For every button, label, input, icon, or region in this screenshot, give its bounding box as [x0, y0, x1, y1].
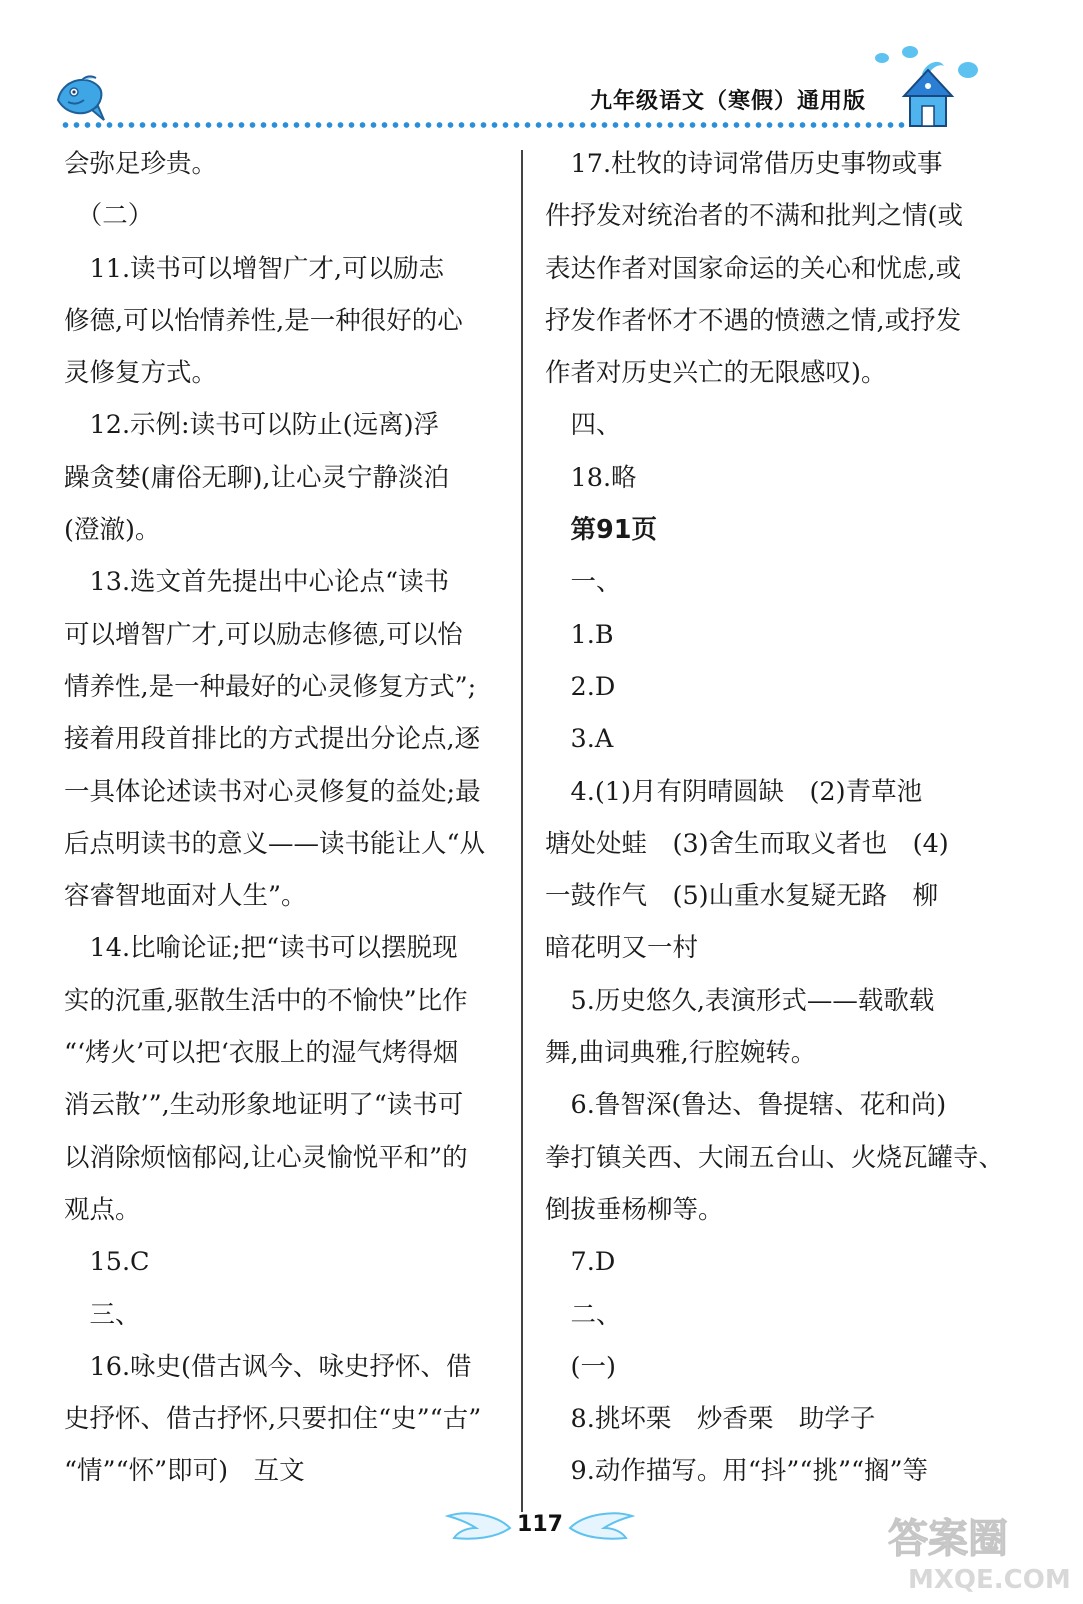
text-line: 作者对历史兴亡的无限感叹)。	[545, 358, 887, 389]
text-line: 灵修复方式。	[64, 358, 218, 389]
text-line: 修德,可以怡情养性,是一种很好的心	[64, 305, 463, 336]
text-line: (澄澈)。	[64, 515, 161, 546]
right-column	[545, 138, 1005, 1498]
text-line: 抒发作者怀才不遇的愤懑之情,或抒发	[545, 305, 962, 336]
section-heading: 第91页	[545, 515, 657, 546]
text-line: 表达作者对国家命运的关心和忧虑,或	[545, 253, 962, 284]
text-line: 实的沉重,驱散生活中的不愉快”比作	[64, 985, 468, 1016]
text-line: 17.杜牧的诗词常借历史事物或事	[545, 149, 943, 179]
text-line: 4.(1)月有阴晴圆缺 (2)青草池	[545, 776, 923, 807]
jumping-fish-icon	[52, 70, 110, 122]
text-line: 13.选文首先提出中心论点“读书	[64, 567, 450, 598]
text-line: 6.鲁智深(鲁达、鲁提辖、花和尚)	[545, 1090, 947, 1121]
text-line: 塘处处蛙 (3)舍生而取义者也 (4)	[545, 828, 949, 859]
text-line: 18.略	[545, 462, 637, 493]
text-line: 史抒怀、借古抒怀,只要扣住“史”“古”	[64, 1404, 482, 1435]
text-line: 可以增智广才,可以励志修德,可以怡	[64, 619, 463, 650]
svg-text:MXQE.COM: MXQE.COM	[908, 1565, 1071, 1595]
text-line: 会弥足珍贵。	[64, 149, 218, 179]
text-line: 容睿智地面对人生”。	[64, 881, 307, 912]
text-line: 12.示例:读书可以防止(远离)浮	[64, 410, 440, 441]
text-line: 8.挑坏栗 炒香栗 助学子	[545, 1404, 876, 1435]
text-line: 观点。	[64, 1194, 141, 1225]
text-line: 倒拔垂杨柳等。	[545, 1194, 724, 1225]
water-splash-house-icon	[870, 40, 980, 132]
text-line: 情养性,是一种最好的心灵修复方式”;	[64, 671, 477, 702]
text-line: 躁贪婪(庸俗无聊),让心灵宁静淡泊	[64, 462, 450, 493]
text-line: 以消除烦恼郁闷,让心灵愉悦平和”的	[64, 1142, 468, 1173]
text-line: 四、	[545, 410, 622, 441]
text-line: 一、	[545, 567, 622, 598]
text-line: 一鼓作气 (5)山重水复疑无路 柳	[545, 881, 939, 912]
text-line: 件抒发对统治者的不满和批判之情(或	[545, 201, 963, 232]
text-line: 三、	[64, 1299, 141, 1330]
text-line: “‘烤火’可以把‘衣服上的湿气烤得烟	[64, 1038, 459, 1069]
text-line: 3.A	[545, 724, 614, 755]
text-line: 2.D	[545, 671, 616, 702]
watermark-logo	[858, 1500, 1083, 1600]
dotted-divider	[60, 122, 910, 128]
watermark-seal-icon	[858, 1500, 1083, 1600]
text-line: 5.历史悠久,表演形式——载歌载	[545, 985, 935, 1016]
page-header	[0, 0, 1083, 135]
text-line: 二、	[545, 1299, 622, 1330]
text-line: 14.比喻论证;把“读书可以摆脱现	[64, 933, 458, 964]
text-line: (一)	[545, 1351, 616, 1382]
left-column	[64, 138, 504, 1498]
text-line: （二）	[64, 201, 154, 232]
text-line: 16.咏史(借古讽今、咏史抒怀、借	[64, 1351, 472, 1382]
text-line: 7.D	[545, 1247, 616, 1278]
page-number: 117	[517, 1512, 563, 1537]
text-line: 9.动作描写。用“抖”“挑”“搁”等	[545, 1456, 929, 1487]
text-line: 暗花明又一村	[545, 933, 699, 964]
text-line: 15.C	[64, 1247, 150, 1278]
text-line: 1.B	[545, 619, 614, 650]
text-line: 一具体论述读书对心灵修复的益处;最	[64, 776, 481, 807]
page-number-badge	[440, 1508, 640, 1548]
text-line: 消云散’”,生动形象地证明了“读书可	[64, 1090, 464, 1121]
column-divider	[521, 150, 523, 1512]
text-line: 舞,曲词典雅,行腔婉转。	[545, 1038, 817, 1069]
text-line: “情”“怀”即可) 互文	[64, 1456, 305, 1487]
text-line: 11.读书可以增智广才,可以励志	[64, 253, 445, 284]
svg-text:答案圈: 答案圈	[888, 1516, 1008, 1562]
text-line: 接着用段首排比的方式提出分论点,逐	[64, 724, 481, 755]
book-title: 九年级语文（寒假）通用版	[590, 89, 867, 114]
text-line: 拳打镇关西、大闹五台山、火烧瓦罐寺、	[545, 1142, 1005, 1173]
text-line: 后点明读书的意义——读书能让人“从	[64, 828, 486, 859]
